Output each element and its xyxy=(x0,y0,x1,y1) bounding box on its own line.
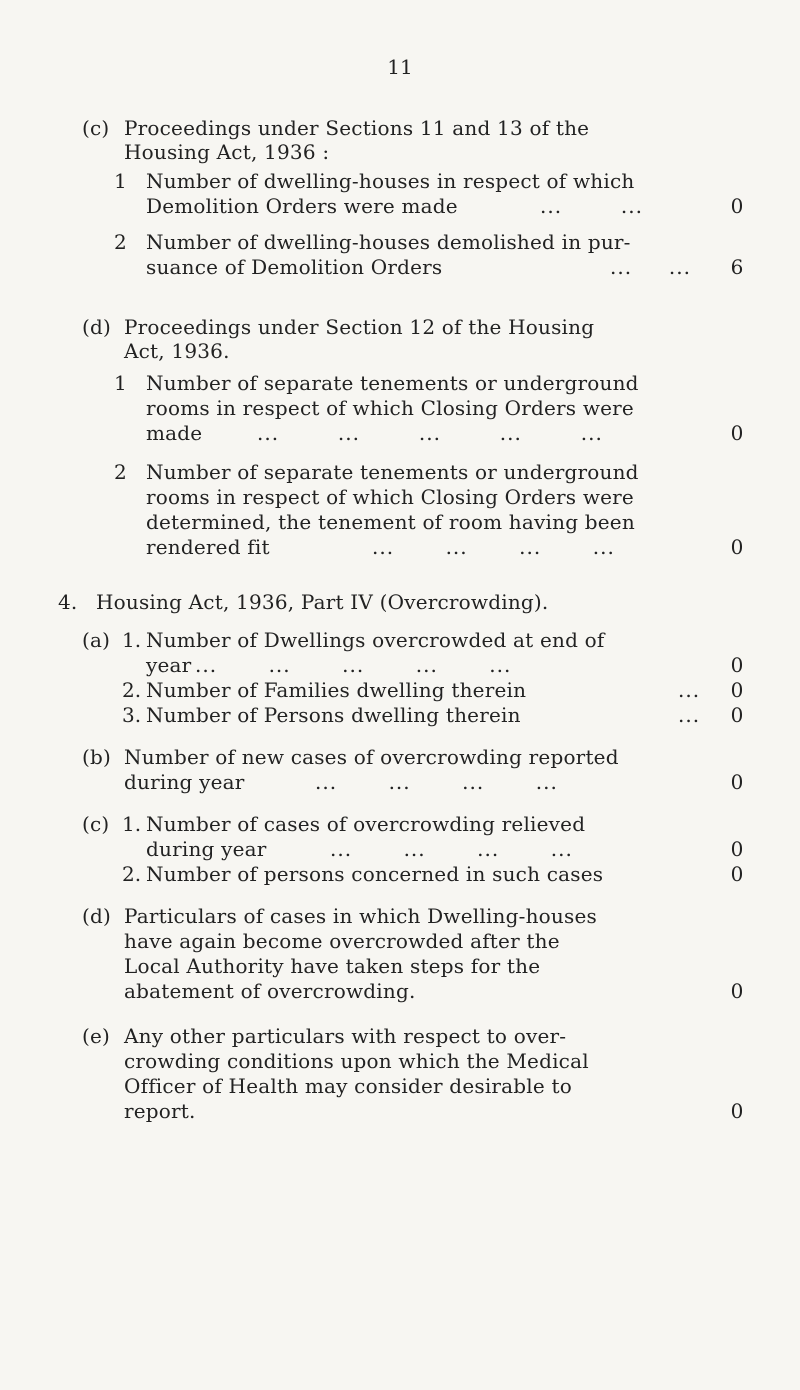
section-c-item-1-line2: Demolition Orders were made xyxy=(146,194,458,218)
section-c-label: (c) xyxy=(82,116,110,140)
section-4d-line1: Particulars of cases in which Dwelling-houses xyxy=(124,904,597,928)
section-4c-item-1-line1: Number of cases of overcrowding relieved xyxy=(146,812,586,836)
section-d-item-1-line1: Number of separate tenements or underground xyxy=(146,371,639,395)
section-d-heading-line2: Act, 1936. xyxy=(124,339,230,363)
section-4e-label: (e) xyxy=(82,1024,111,1048)
section-c-item-2-value: 6 xyxy=(730,255,744,279)
section-4-heading: Housing Act, 1936, Part IV (Overcrowding). xyxy=(96,590,549,614)
section-4d-line2: have again become overcrowded after the xyxy=(124,929,560,953)
section-4b-label: (b) xyxy=(82,745,112,769)
section-4c-item-1-number: 1. xyxy=(122,812,142,836)
section-4c-item-2-line1: Number of persons concerned in such cases xyxy=(146,862,604,886)
section-4c-item-2-number: 2. xyxy=(122,862,142,886)
section-c-item-1-value: 0 xyxy=(730,194,744,218)
section-c-item-2-line1: Number of dwelling-houses demolished in pur- xyxy=(146,230,631,254)
section-c-item-1-line1: Number of dwelling-houses in respect of which xyxy=(146,169,635,193)
leader-dots: ... xyxy=(678,678,701,702)
section-d-item-2-line4: rendered fit xyxy=(146,535,270,559)
leader-dots: ... ... ... ... ... xyxy=(257,421,603,445)
leader-dots: ... ... ... ... xyxy=(330,837,573,861)
section-d-item-1-value: 0 xyxy=(730,421,744,445)
section-d-heading-line1: Proceedings under Section 12 of the Housing xyxy=(124,315,595,339)
section-d-item-2-line3: determined, the tenement of room having been xyxy=(146,510,635,534)
section-4b-line2: during year xyxy=(124,770,245,794)
section-4e-line3: Officer of Health may consider desirable to xyxy=(124,1074,572,1098)
leader-dots: ... ... ... ... ... xyxy=(195,653,512,677)
section-d-item-2-number: 2 xyxy=(114,460,127,484)
section-d-item-1-line2: rooms in respect of which Closing Orders were xyxy=(146,396,634,420)
leader-dots: ... ... xyxy=(540,194,644,218)
page-number: 11 xyxy=(387,55,413,79)
section-d-item-1-number: 1 xyxy=(114,371,127,395)
section-4a-item-3-line1: Number of Persons dwelling therein xyxy=(146,703,521,727)
section-4a-item-2-number: 2. xyxy=(122,678,142,702)
section-c-item-2-line2: suance of Demolition Orders xyxy=(146,255,443,279)
section-d-item-1-line3: made xyxy=(146,421,203,445)
section-4c-item-1-line2: during year xyxy=(146,837,267,861)
section-4d-line4: abatement of overcrowding. xyxy=(124,979,416,1003)
section-c-item-1-number: 1 xyxy=(114,169,127,193)
section-d-item-2-line1: Number of separate tenements or underground xyxy=(146,460,639,484)
section-c-item-2-number: 2 xyxy=(114,230,127,254)
section-4d-line3: Local Authority have taken steps for the xyxy=(124,954,541,978)
section-4-number: 4. xyxy=(58,590,78,614)
section-4a-item-1-value: 0 xyxy=(730,653,744,677)
leader-dots: ... xyxy=(678,703,701,727)
section-4e-line4: report. xyxy=(124,1099,196,1123)
section-4d-label: (d) xyxy=(82,904,112,928)
section-d-item-2-value: 0 xyxy=(730,535,744,559)
leader-dots: ... ... ... ... xyxy=(315,770,558,794)
section-4e-line1: Any other particulars with respect to over- xyxy=(124,1024,567,1048)
section-4a-label: (a) xyxy=(82,628,111,652)
section-4e-line2: crowding conditions upon which the Medical xyxy=(124,1049,589,1073)
section-4a-item-2-value: 0 xyxy=(730,678,744,702)
section-4a-item-1-number: 1. xyxy=(122,628,142,652)
section-4a-item-1-line1: Number of Dwellings overcrowded at end of xyxy=(146,628,605,652)
section-4a-item-2-line1: Number of Families dwelling therein xyxy=(146,678,527,702)
section-4a-item-3-number: 3. xyxy=(122,703,142,727)
section-4a-item-3-value: 0 xyxy=(730,703,744,727)
section-d-label: (d) xyxy=(82,315,112,339)
leader-dots: ... ... ... ... xyxy=(372,535,615,559)
section-4a-item-1-line2: year xyxy=(146,653,192,677)
section-d-item-2-line2: rooms in respect of which Closing Orders were xyxy=(146,485,634,509)
leader-dots: ... ... xyxy=(610,255,691,279)
section-c-heading-line2: Housing Act, 1936 : xyxy=(124,140,330,164)
section-4c-item-2-value: 0 xyxy=(730,862,744,886)
section-4b-line1: Number of new cases of overcrowding reported xyxy=(124,745,619,769)
section-c-heading-line1: Proceedings under Sections 11 and 13 of the xyxy=(124,116,590,140)
section-4c-item-1-value: 0 xyxy=(730,837,744,861)
section-4b-value: 0 xyxy=(730,770,744,794)
section-4c-label: (c) xyxy=(82,812,110,836)
section-4d-value: 0 xyxy=(730,979,744,1003)
section-4e-value: 0 xyxy=(730,1099,744,1123)
